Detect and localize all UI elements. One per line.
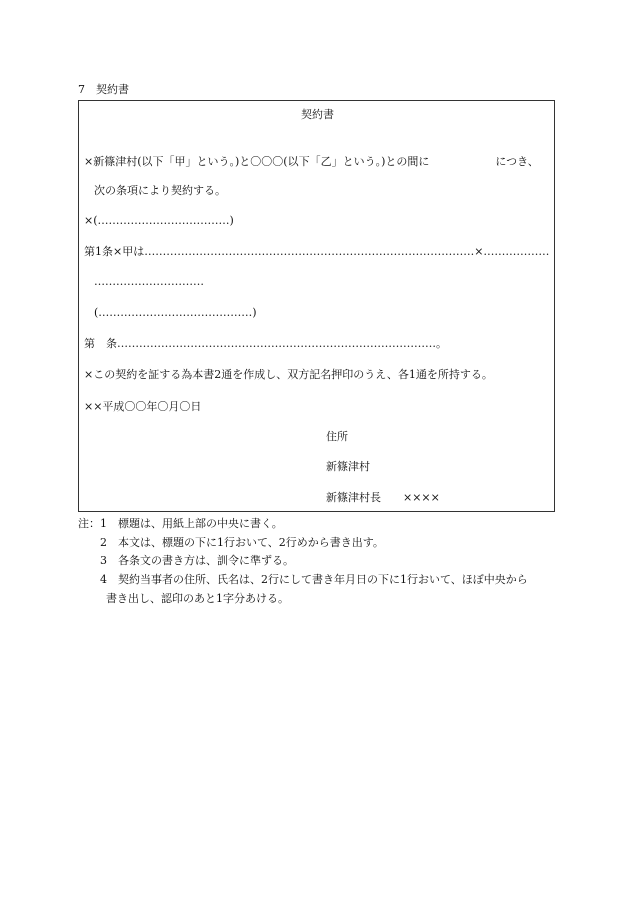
contract-line-opening-continued: 次の条項により契約する。	[94, 184, 226, 197]
note-line-2: 2 本文は、標題の下に1行おいて、2行めから書き出す。	[100, 536, 384, 549]
contract-line-village: 新篠津村	[326, 460, 370, 473]
contract-frame	[78, 100, 555, 512]
contract-line-closing: ×この契約を証する為本書2通を作成し、双方記名押印のうえ、各1通を所持する。	[84, 368, 493, 381]
contract-title: 契約書	[301, 108, 334, 121]
section-heading: 7 契約書	[78, 83, 129, 96]
contract-line-article-blank: 第 条……………………………………………………………………………。	[84, 337, 447, 350]
contract-line-article-1-continued: …………………………	[94, 275, 204, 288]
note-line-1: 注：1 標題は、用紙上部の中央に書く。	[78, 517, 283, 530]
note-line-4-continued: 書き出し、認印のあと1字分あける。	[106, 592, 289, 605]
note-line-4: 4 契約当事者の住所、氏名は、2行にして書き年月日の下に1行おいて、ほぼ中央から	[100, 573, 528, 586]
contract-line-address: 住所	[326, 430, 348, 443]
contract-line-article-1: 第1条×甲は………………………………………………………………………………×………………	[84, 245, 550, 258]
contract-line-opening: ×新篠津村(以下「甲」という。)と〇〇〇(以下「乙」という。)との間に につき、	[84, 155, 539, 168]
contract-line-heading-placeholder: ×(………………………………)	[84, 214, 234, 227]
contract-line-subheading-placeholder: (……………………………………)	[94, 306, 257, 319]
contract-line-signature: 新篠津村長 ××××	[326, 491, 440, 504]
contract-line-date: ××平成〇〇年〇月〇日	[84, 400, 202, 413]
note-line-3: 3 各条文の書き方は、訓令に準ずる。	[100, 554, 294, 567]
